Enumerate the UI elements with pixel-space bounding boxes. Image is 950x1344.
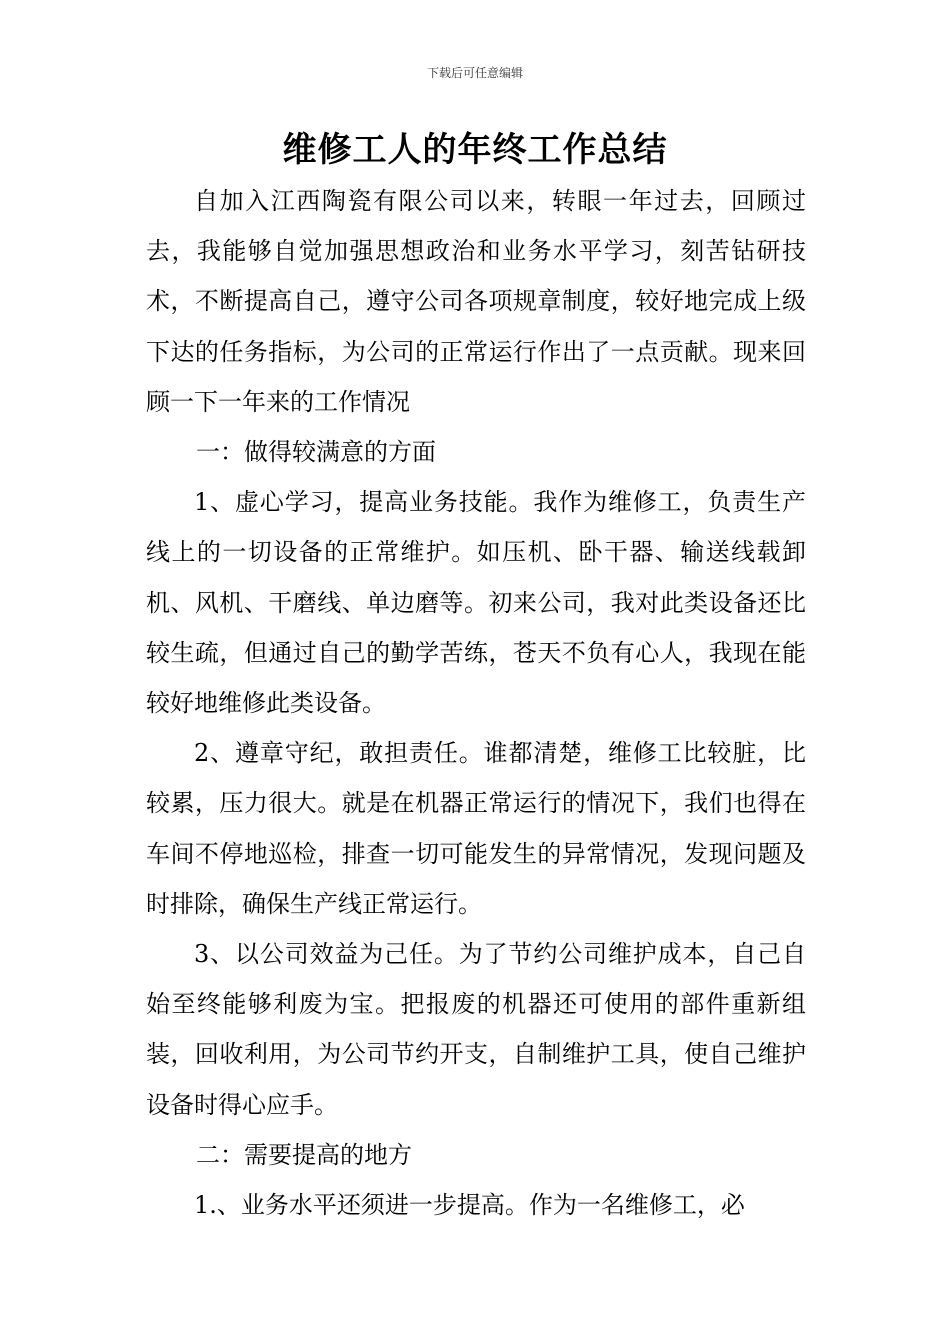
section-heading-satisfied: 一：做得较满意的方面 bbox=[196, 438, 436, 467]
paragraph-intro: 自加入江西陶瓷有限公司以来，转眼一年过去，回顾过去，我能够自觉加强思想政治和业务水平学习，刻苦钻研技术，不断提高自己，遵守公司各项规章制度，较好地完成上级下达的任务指标，为公司的正常运行作出了一点贡献。现来回顾一下一年来的工作情况 bbox=[146, 187, 806, 416]
header-note: 下载后可任意编辑 bbox=[426, 66, 523, 80]
document-body bbox=[146, 176, 806, 1230]
section-heading-improve: 二：需要提高的地方 bbox=[196, 1140, 412, 1169]
document-title: 维修工人的年终工作总结 bbox=[282, 130, 668, 170]
paragraph-item-2: 2、遵章守纪，敢担责任。谁都清楚，维修工比较脏，比较累，压力很大。就是在机器正常运行的情况下，我们也得在车间不停地巡检，排查一切可能发生的异常情况，发现问题及时排除，确保生产线正常运行。 bbox=[146, 739, 806, 918]
paragraph-improve-1: 1.、业务水平还须进一步提高。作为一名维修工，必 bbox=[194, 1191, 745, 1220]
paragraph-item-1: 1、虚心学习，提高业务技能。我作为维修工，负责生产线上的一切设备的正常维护。如压机、卧干器、输送线载卸机、风机、干磨线、单边磨等。初来公司，我对此类设备还比较生疏，但通过自己的勤学苦练，苍天不负有心人，我现在能较好地维修此类设备。 bbox=[146, 488, 806, 718]
paragraph-item-3: 3、以公司效益为己任。为了节约公司维护成本，自己自始至终能够利废为宝。把报废的机器还可使用的部件重新组装，回收利用，为公司节约开支，自制维护工具，使自己维护设备时得心应手。 bbox=[146, 940, 806, 1119]
